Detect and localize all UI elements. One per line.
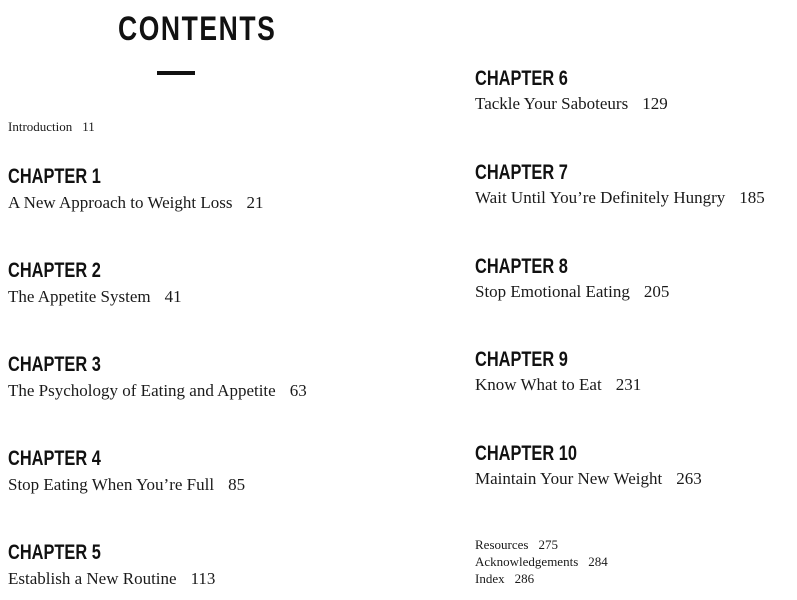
chapter-label: CHAPTER 4 xyxy=(8,447,101,470)
chapter-title: The Appetite System xyxy=(8,287,151,306)
chapter-title: Stop Eating When You’re Full xyxy=(8,475,215,494)
chapter-title: Wait Until You’re Definitely Hungry xyxy=(475,188,726,207)
chapter-title: Know What to Eat xyxy=(475,375,602,394)
toc-entry-label: Index xyxy=(475,571,505,586)
chapter-title: The Psychology of Eating and Appetite xyxy=(8,381,276,400)
title-divider xyxy=(157,71,195,75)
chapter-page: 129 xyxy=(642,94,668,113)
toc-entry-page: 11 xyxy=(82,119,95,134)
chapter-page: 41 xyxy=(164,287,182,306)
chapter-title-row xyxy=(475,94,668,114)
toc-entry-label: Resources xyxy=(475,537,529,552)
chapter-title-row xyxy=(8,287,182,307)
chapter-label: CHAPTER 7 xyxy=(475,161,568,184)
chapter-page: 85 xyxy=(228,475,246,494)
chapter-title-row xyxy=(8,193,264,213)
chapter-label: CHAPTER 3 xyxy=(8,353,101,376)
chapter-page: 205 xyxy=(643,282,670,301)
chapter-page: 113 xyxy=(190,569,216,588)
chapter-title-row xyxy=(475,282,669,302)
toc-entry-page: 286 xyxy=(514,571,535,586)
toc-entry-acknowledgements[interactable] xyxy=(475,554,608,570)
chapter-title: Establish a New Routine xyxy=(8,569,177,588)
chapter-title-row xyxy=(8,569,215,589)
chapter-page: 63 xyxy=(289,381,307,400)
chapter-title: Maintain Your New Weight xyxy=(475,469,663,488)
chapter-label: CHAPTER 8 xyxy=(475,255,568,278)
chapter-page: 185 xyxy=(739,188,765,207)
chapter-label: CHAPTER 6 xyxy=(475,67,568,90)
toc-entry-label: Acknowledgements xyxy=(475,554,579,569)
chapter-page: 21 xyxy=(246,193,264,212)
page-title: CONTENTS xyxy=(118,10,277,48)
toc-entry-page: 284 xyxy=(588,554,608,569)
chapter-title-row xyxy=(8,475,245,495)
toc-entry-resources[interactable] xyxy=(475,537,558,553)
chapter-page: 263 xyxy=(676,469,702,488)
toc-entry-introduction[interactable] xyxy=(8,119,95,135)
chapter-label: CHAPTER 1 xyxy=(8,165,101,188)
toc-entry-page: 275 xyxy=(538,537,558,552)
chapter-title: Stop Emotional Eating xyxy=(475,282,630,301)
chapter-title: A New Approach to Weight Loss xyxy=(8,193,233,212)
chapter-title-row xyxy=(8,381,307,401)
toc-entry-label: Introduction xyxy=(8,119,73,134)
chapter-label: CHAPTER 10 xyxy=(475,442,577,465)
chapter-label: CHAPTER 5 xyxy=(8,541,101,564)
chapter-title: Tackle Your Saboteurs xyxy=(475,94,629,113)
chapter-label: CHAPTER 9 xyxy=(475,348,568,371)
chapter-title-row xyxy=(475,188,765,208)
chapter-title-row xyxy=(475,375,641,395)
chapter-page: 231 xyxy=(615,375,642,394)
toc-entry-index[interactable] xyxy=(475,571,534,587)
chapter-label: CHAPTER 2 xyxy=(8,259,101,282)
chapter-title-row xyxy=(475,469,702,489)
